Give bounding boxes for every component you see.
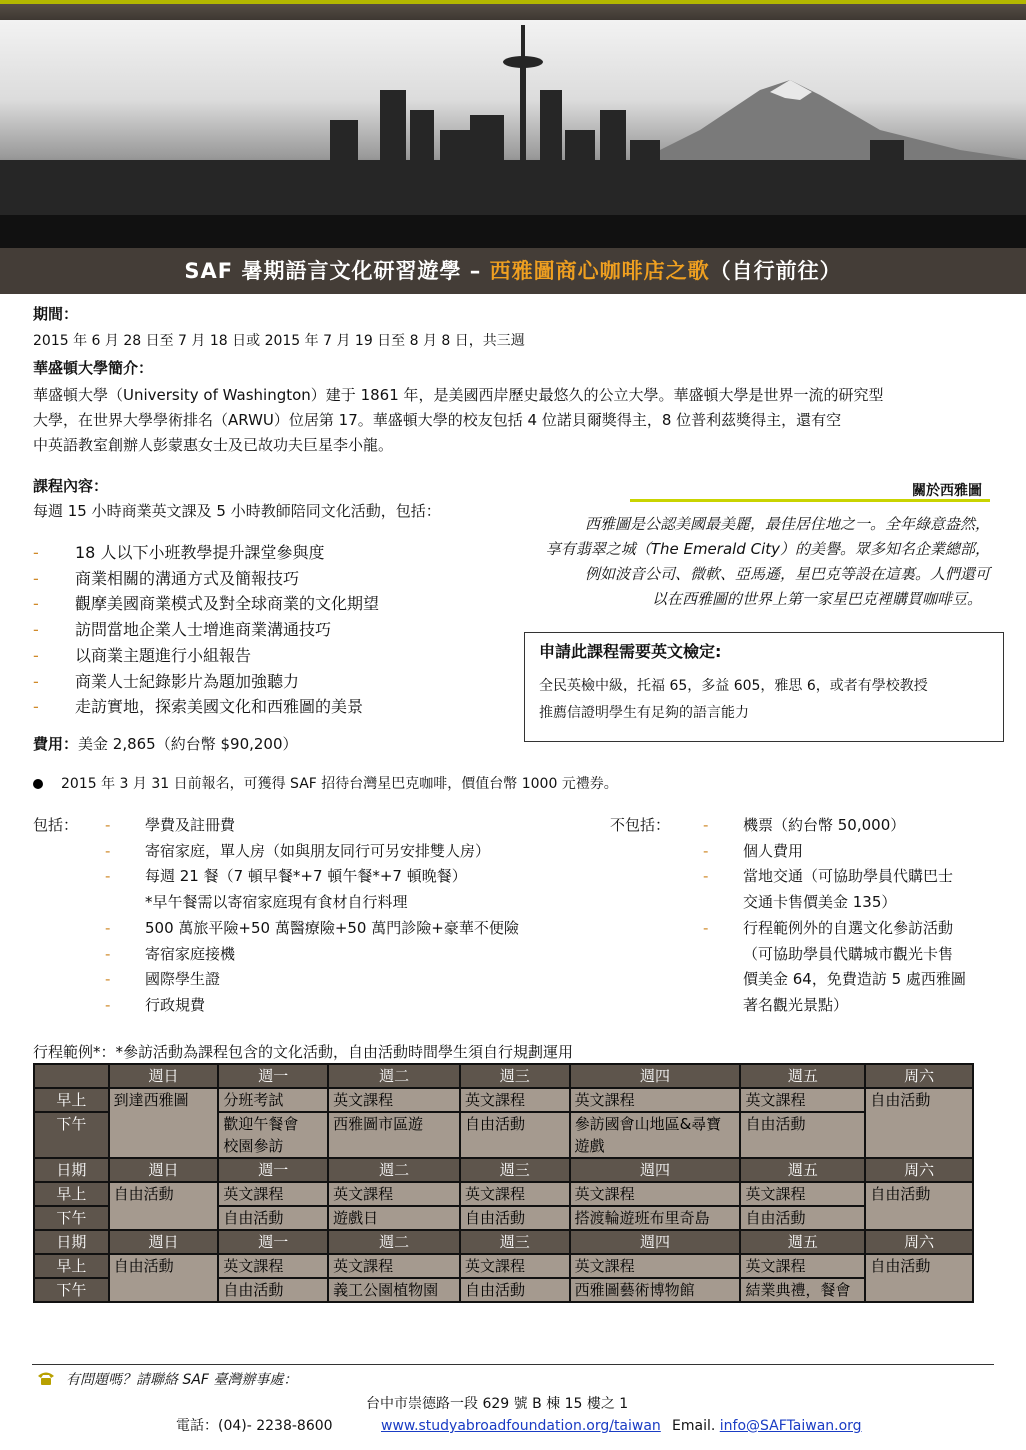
course-heading: 課程內容： [33,477,109,495]
excluded-item: 行程範例外的自選文化參訪活動 [743,918,954,937]
schedule-cell: 英文課程 [218,1182,328,1206]
dash-bullet: - [105,841,111,860]
included-item: 國際學生證 [145,970,221,989]
excluded-item: 個人費用 [743,841,804,860]
intro-heading: 華盛頓大學簡介： [33,359,154,377]
course-item: 觀摩美國商業模式及對全球商業的文化期望 [75,594,380,614]
schedule-cell: 英文課程 [570,1182,741,1206]
website-link-wrap [381,1414,661,1439]
sunday-cell: 到達西雅圖 [109,1088,219,1158]
day-header: 週四 [570,1158,741,1182]
included-item: 行政規費 [145,995,206,1014]
dash-bullet: - [105,816,111,834]
dash-bullet: - [33,594,39,614]
list-item [105,839,519,865]
schedule-table [33,1063,974,1303]
course-item: 走訪實地，探索美國文化和西雅圖的美景 [75,697,364,717]
course-intro: 每週 15 小時商業英文課及 5 小時教師陪同文化活動，包括： [33,502,441,520]
dash-bullet: - [33,697,39,717]
day-header: 週二 [328,1230,460,1254]
sunday-cell: 自由活動 [109,1182,219,1230]
schedule-cell: 遊戲日 [328,1206,460,1230]
list-item [33,643,493,669]
excluded-item-cont: 交通卡售價美金 135） [743,893,897,912]
schedule-cell: 英文課程 [328,1182,460,1206]
day-header: 週四 [570,1064,741,1088]
day-header: 週一 [218,1158,328,1182]
day-header: 周六 [865,1230,973,1254]
schedule-cell: 自由活動 [740,1206,865,1230]
footer-phone: 電話：(04)- 2238-8600 [176,1418,333,1434]
saturday-cell: 自由活動 [865,1182,973,1230]
day-header: 週三 [460,1230,570,1254]
schedule-cell: 西雅圖藝術博物館 [570,1278,741,1302]
saturday-cell: 自由活動 [865,1088,973,1158]
schedule-cell: 西雅圖市區遊 [328,1112,460,1135]
list-item [33,591,493,617]
schedule-cell: 英文課程 [740,1254,865,1278]
intro-line: 中英語教室創辦人彭蒙惠女士及已故功夫巨星李小龍。 [33,436,394,454]
table-row [34,1182,973,1206]
title-suffix: （自行前往） [709,259,842,283]
requirement-box [524,632,1004,742]
dash-bullet: - [33,568,39,588]
list-item [703,967,966,993]
pm-label: 下午 [34,1278,109,1302]
excluded-item: 當地交通（可協助學員代購巴士 [743,867,954,886]
schedule-cell: 自由活動 [460,1278,570,1302]
about-text [520,512,990,612]
about-line: 以在西雅圖的世界上第一家星巴克裡購買咖啡豆。 [651,590,982,608]
table-row [34,1254,973,1278]
list-item [33,566,493,592]
included-item: 500 萬旅平險+50 萬醫療險+50 萬門診險+豪華不便險 [145,918,519,937]
day-header: 週三 [460,1064,570,1088]
dash-bullet: - [33,543,39,562]
list-item [33,669,493,695]
date-label-cell [34,1064,109,1088]
footer-address: 台中市崇德路一段 629 號 B 棟 15 樓之 1 [366,1396,629,1412]
table-row [34,1064,973,1088]
table-row [34,1158,973,1182]
footer-question: 有問題嗎？請聯絡 SAF 臺灣辦事處： [66,1372,298,1388]
schedule-cell: 歡迎午餐會 [218,1112,328,1135]
day-header: 週五 [740,1064,865,1088]
schedule-cell: 英文課程 [570,1088,741,1112]
schedule-caption: 行程範例*：*參訪活動為課程包含的文化活動，自由活動時間學生須自行規劃運用 [33,1043,574,1061]
am-label: 早上 [34,1088,109,1112]
day-header: 週日 [109,1230,219,1254]
list-item [105,916,519,942]
schedule-cell: 英文課程 [570,1254,741,1278]
day-header: 週一 [218,1230,328,1254]
list-item [33,617,493,643]
dash-bullet: - [105,867,111,886]
about-line: 西雅圖是公認美國最美麗，最佳居住地之一。全年綠意盎然， [584,515,990,533]
excluded-list [703,813,966,1019]
schedule-cell: 遊戲 [570,1135,741,1158]
dash-bullet: - [703,841,709,860]
title-band [0,248,1026,294]
list-item [703,993,966,1019]
excluded-item-cont: （可協助學員代購城市觀光卡售 [743,944,954,963]
schedule-cell [328,1135,460,1158]
excluded-item-cont: 價美金 64，免費造訪 5 處西雅圖 [743,970,966,989]
course-item: 商業人士紀錄影片為題加強聽力 [75,671,300,691]
am-label: 早上 [34,1254,109,1278]
schedule-cell: 自由活動 [460,1112,570,1135]
list-item [703,942,966,968]
about-line: 例如波音公司、微軟、亞馬遜，星巴克等設在這裏。人們還可 [584,565,990,583]
list-item [703,916,966,942]
seattle-skyline-photo [0,20,1026,248]
schedule-cell: 自由活動 [460,1206,570,1230]
schedule-cell: 結業典禮，餐會 [740,1278,865,1302]
requirement-heading: 申請此課程需要英文檢定: [539,642,722,661]
schedule-cell [740,1135,865,1158]
excluded-label: 不包括： [610,816,671,834]
day-header: 週五 [740,1158,865,1182]
table-row [34,1230,973,1254]
dash-bullet: - [703,816,709,834]
website-link[interactable]: www.studyabroadfoundation.org/taiwan [381,1418,661,1434]
schedule-cell: 英文課程 [328,1254,460,1278]
day-header: 週四 [570,1230,741,1254]
schedule-cell: 英文課程 [460,1254,570,1278]
promo [33,772,618,797]
promo-text: 2015 年 3 月 31 日前報名，可獲得 SAF 招待台灣星巴克咖啡，價值台幣 1000 元禮券。 [61,776,618,792]
dash-bullet: - [33,645,39,665]
dash-bullet: - [33,620,39,640]
dash-bullet: - [33,671,39,691]
skyline-illustration [0,20,1026,248]
schedule-cell: 英文課程 [328,1088,460,1112]
schedule-cell: 義工公園植物園 [328,1278,460,1302]
table-row [34,1088,973,1112]
course-list [33,540,493,720]
requirement-line: 推薦信證明學生有足夠的語言能力 [539,705,749,721]
top-accent-stripe [0,0,1026,4]
list-item [105,942,519,968]
dash-bullet: - [105,918,111,937]
schedule-cell: 英文課程 [460,1088,570,1112]
day-header: 週二 [328,1158,460,1182]
list-item [105,864,519,890]
period-text: 2015 年 6 月 28 日至 7 月 18 日或 2015 年 7 月 19 日至 8 月 8 日，共三週 [33,333,525,349]
schedule-cell: 分班考試 [218,1088,328,1112]
about-heading: 關於西雅圖 [630,480,990,502]
footer-email [672,1414,862,1439]
schedule-cell: 自由活動 [218,1206,328,1230]
day-header: 週日 [109,1158,219,1182]
included-label: 包括： [33,816,79,834]
schedule-cell: 英文課程 [218,1254,328,1278]
day-header: 周六 [865,1064,973,1088]
course-item: 訪問當地企業人士增進商業溝通技巧 [75,620,332,640]
title-highlight: 西雅圖商心咖啡店之歌 [489,259,710,283]
phone-icon [36,1370,56,1386]
included-item: 寄宿家庭接機 [145,944,236,963]
excluded-item: 機票（約台幣 50,000） [743,816,906,834]
period-heading: 期間： [33,305,79,323]
bullet-dot-icon [33,779,43,789]
dash-bullet: - [105,995,111,1014]
pm-label: 下午 [34,1206,109,1230]
included-item: 每週 21 餐（7 頓早餐*+7 頓午餐*+7 頓晚餐） [145,867,467,886]
list-item [105,993,519,1019]
fee-label: 費用： [33,735,79,753]
intro-line: 華盛頓大學（University of Washington）建于 1861 年，是美國西岸歷史最悠久的公立大學。華盛頓大學是世界一流的研究型 [33,386,884,404]
about-line: 享有翡翠之城（The Emerald City）的美譽。眾多知名企業總部， [545,540,990,558]
email-label: Email. [672,1418,716,1434]
schedule-cell: 參訪國會山地區&尋寶 [570,1112,741,1135]
schedule-cell: 英文課程 [740,1182,865,1206]
schedule-cell: 英文課程 [460,1182,570,1206]
am-label: 早上 [34,1182,109,1206]
list-item [703,839,966,865]
day-header: 週二 [328,1064,460,1088]
dash-bullet: - [105,944,111,963]
day-header: 週五 [740,1230,865,1254]
list-item [703,890,966,916]
dash-bullet: - [105,970,111,989]
requirement-line: 全民英檢中級，托福 65，多益 605，雅思 6，或者有學校教授 [539,678,928,694]
footer-divider [32,1364,994,1365]
course-item: 以商業主題進行小組報告 [75,645,252,665]
schedule-cell: 搭渡輪遊班布里奇島 [570,1206,741,1230]
schedule-cell: 校園參訪 [218,1135,328,1158]
schedule-cell: 英文課程 [740,1088,865,1112]
schedule-cell: 自由活動 [740,1112,865,1135]
list-item [703,813,966,839]
list-item [105,967,519,993]
list-item [105,813,519,839]
list-item [703,864,966,890]
dash-bullet: - [703,918,709,937]
day-header: 週日 [109,1064,219,1088]
fee-text: 美金 2,865（約台幣 $90,200） [78,735,298,753]
list-item [33,540,493,566]
included-list [105,813,519,1019]
schedule-cell [460,1135,570,1158]
sunday-cell: 自由活動 [109,1254,219,1302]
top-bar [0,0,1026,20]
course-item: 18 人以下小班教學提升課堂參與度 [75,543,325,562]
fee [33,732,298,757]
schedule-cell: 自由活動 [218,1278,328,1302]
day-header: 周六 [865,1158,973,1182]
email-link[interactable]: info@SAFTaiwan.org [719,1418,862,1434]
course-item: 商業相關的溝通方式及簡報技巧 [75,568,300,588]
dash-bullet: - [703,867,709,886]
list-item [33,694,493,720]
included-item: 學費及註冊費 [145,816,236,834]
date-label: 日期 [34,1230,109,1254]
day-header: 週一 [218,1064,328,1088]
pm-label: 下午 [34,1112,109,1158]
included-item: 寄宿家庭，單人房（如與朋友同行可另安排雙人房） [145,841,491,860]
intro-line: 大學，在世界大學學術排名（ARWU）位居第 17。華盛頓大學的校友包括 4 位諾貝爾獎得主，8 位普利茲獎得主，還有空 [33,411,842,429]
title-prefix: SAF 暑期語言文化研習遊學 – [184,259,482,283]
included-item-note: *早午餐需以寄宿家庭現有食材自行料理 [145,893,408,912]
date-label: 日期 [34,1158,109,1182]
excluded-item-cont: 著名觀光景點） [743,995,849,1014]
saturday-cell: 自由活動 [865,1254,973,1302]
list-item [105,890,519,916]
day-header: 週三 [460,1158,570,1182]
